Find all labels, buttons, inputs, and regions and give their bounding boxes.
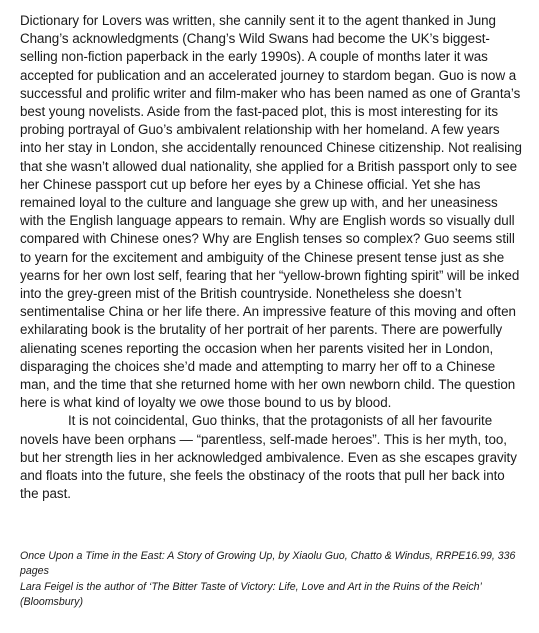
- book-citation: [20, 549, 520, 580]
- article-body: [20, 12, 524, 503]
- article-paragraph-1: Dictionary for Lovers was written, she cannily sent it to the agent thanked in Jung Chang’s acknowledgments (Chang’s Wild Swans had become the UK’s biggest-selling non-fiction paperback in the early 1990s). A couple of months later it was accepted for publication and an accelerated journey to stardom began. Guo is now a successful and prolific writer and film-maker who has been named as one of Granta’s best young novelists. Aside from the fast-paced plot, this is most interesting for its probing portrayal of Guo’s ambivalent relationship with her homeland. A few years into her stay in London, she accidentally renounced Chinese citizenship. Not realising that she wasn’t allowed dual nationality, she applied for a British passport only to see her Chinese passport cut up before her eyes by a Chinese official. Yet she has remained loyal to the culture and language she grew up with, and her uneasiness with the English language appears to remain. Why are English words so visually dull compared with Chinese ones? Why are English tenses so complex? Guo seems still to yearn for the excitement and ambiguity of the Chinese present tense just as she yearns for her own lost self, fearing that her “yellow-brown fighting spirit” will be inked into the grey-green mist of the British countryside. Nonetheless she doesn’t sentimentalise China or her life there. An impressive feature of this moving and often exhilarating book is the brutality of her portrait of her parents. There are powerfully alienating scenes reporting the occasion when her parents visited her in London, disparaging the choices she’d made and attempting to marry her off to a Chinese man, and the time that she returned home with her own newborn child. The question here is what kind of loyalty we owe those bound to us by blood.: [20, 13, 522, 411]
- book-title: Once Upon a Time in the East: A Story of Growing Up: [20, 550, 273, 562]
- article-paragraph-2: It is not coincidental, Guo thinks, that the protagonists of all her favourite novels have been orphans — “parentless, self-made heroes”. This is her myth, too, but her strength lies in her acknowledged ambivalence. Even as she escapes gravity and floats into the future, she feels the obstinacy of the roots that pull her back into the past.: [20, 413, 517, 502]
- book-details: , by Xiaolu Guo, Chatto & Windus, RRPE16.99, 336 pages: [20, 550, 516, 578]
- author-bio: Lara Feigel is the author of ‘The Bitter Taste of Victory: Life, Love and Art in the Ruins of the Reich’ (Bloomsbury): [20, 580, 482, 608]
- article-footer: [20, 549, 520, 610]
